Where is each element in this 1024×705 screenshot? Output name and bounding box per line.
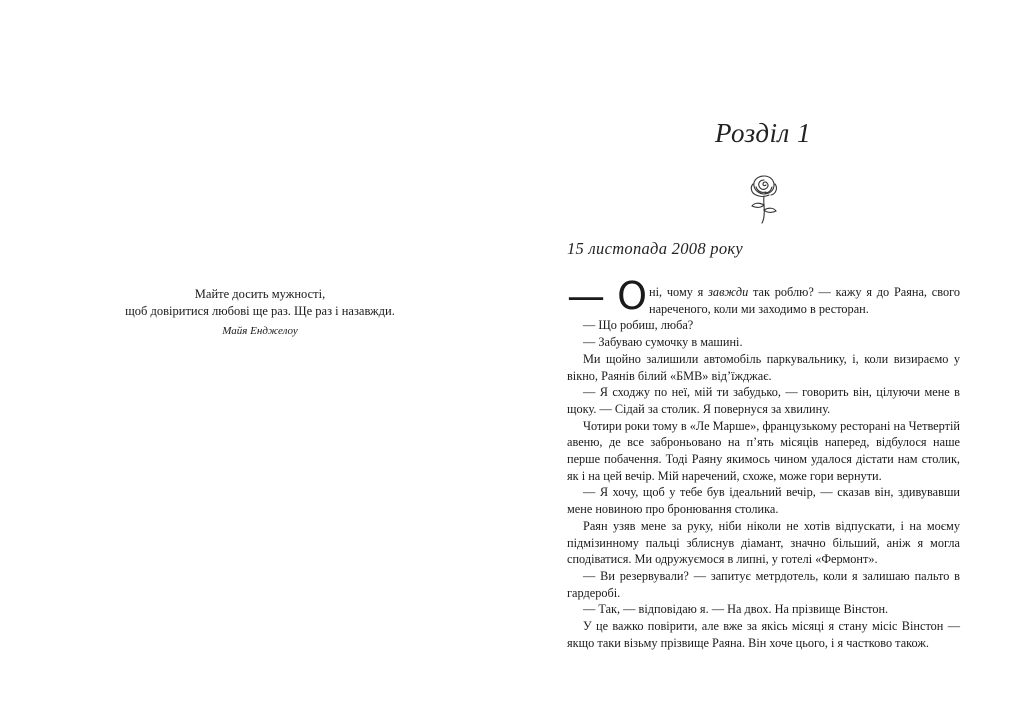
paragraph: Чотири роки тому в «Ле Марше», французькому ресторані на Четвертій авеню, де все заброньовано на п’ять місяців наперед, відбулося наше перше побачення. Тоді Раяну якимось чином удалося дістати нам столик, як і на цей вечір. Мій наречений, схоже, може гори вернути.: [567, 418, 960, 483]
chapter-date: 15 листопада 2008 року: [567, 239, 744, 258]
paragraph: — Я сходжу по неї, мій ти забудько, — говорить він, цілуючи мене в щоку. — Сідай за столик. Я повернуся за хвилину.: [567, 385, 960, 416]
chapter-title: Розділ 1: [714, 118, 812, 148]
paragraph: — Я хочу, щоб у тебе був ідеальний вечір, — сказав він, здивувавши мене новиною про бронювання столика.: [567, 485, 960, 517]
paragraph: Раян узяв мене за руку, ніби ніколи не хотів відпускати, і на моєму підмізинному пальці зблиснув діамант, значно більший, аніж я могла сподіватися. Ми одружуємося в липні, у готелі «Фермонт».: [567, 518, 960, 567]
paragraph-text: так роблю? — кажу я до Раяна, свого нареченого, коли ми заходимо в ресторан.: [649, 285, 961, 316]
epigraph-line-1: Майте досить мужності,: [194, 287, 326, 301]
paragraph-first: [567, 274, 961, 318]
emphasis-text: завжди: [708, 285, 749, 299]
epigraph-line-2: щоб довіритися любові ще раз. Ще раз і назавжди.: [125, 304, 395, 318]
paragraph: — Забуваю сумочку в машині.: [583, 335, 743, 350]
paragraph: У це важко повірити, але вже за якісь місяці я стану місіс Вінстон — якщо таки візьму прізвище Раяна. Він хоче цього, і я частково також.: [567, 619, 960, 650]
chapter-body: [567, 274, 961, 651]
paragraph: — Що робиш, люба?: [583, 318, 694, 333]
paragraph: Ми щойно залишили автомобіль паркувальнику, і, коли визираємо у вікно, Раянів білий «БМВ» від’їжджає.: [567, 351, 960, 383]
paragraph: — Ви резервували? — запитує метрдотель, коли я залишаю пальто в гардеробі.: [567, 568, 960, 600]
paragraph: — Так, — відповідаю я. — На двох. На прізвище Вінстон.: [583, 602, 889, 617]
epigraph-author: Майя Енджелоу: [222, 325, 298, 337]
epigraph: [110, 286, 410, 340]
paragraph-text: ні, чому я: [649, 285, 709, 299]
drop-cap: — О: [567, 274, 647, 318]
rose-icon: [745, 172, 783, 224]
